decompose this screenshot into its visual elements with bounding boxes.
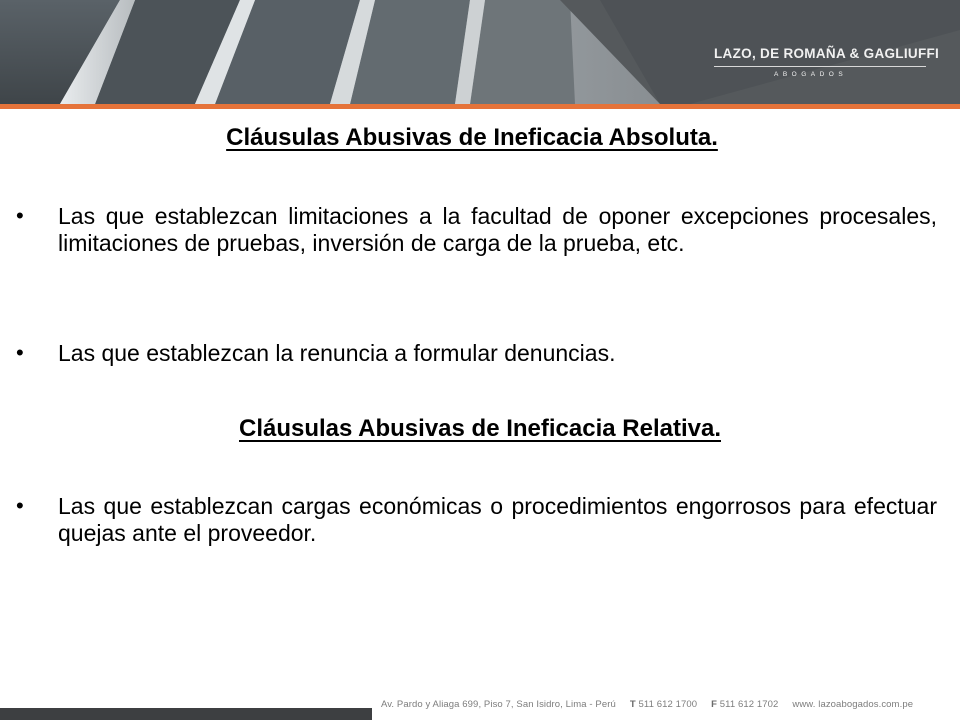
accent-bar	[0, 104, 960, 109]
bullet-icon: •	[16, 493, 24, 518]
fax-number: 511 612 1702	[719, 699, 779, 710]
footer-bar	[0, 708, 372, 720]
heading-absolute-ineffectiveness: Cláusulas Abusivas de Ineficacia Absoluta.	[226, 124, 718, 151]
company-name: LAZO, DE ROMAÑA & GAGLIUFFI	[714, 46, 940, 61]
company-tagline: ABOGADOS	[774, 71, 848, 78]
phone-label: T	[629, 699, 636, 710]
bullet-text: Las que establezcan cargas económicas o procedimientos engorrosos para efectuar quejas ante el proveedor.	[58, 493, 937, 546]
phone-number: 511 612 1700	[638, 699, 698, 710]
company-logo	[714, 46, 940, 78]
bullet-text: Las que establezcan limitaciones a la facultad de oponer excepciones procesales, limitaciones de pruebas, inversión de carga de la prueba, etc.	[58, 203, 937, 256]
fax-label: F	[711, 699, 718, 710]
bullet-text: Las que establezcan la renuncia a formular denuncias.	[58, 340, 616, 366]
website-link[interactable]: www. lazoabogados.com.pe	[792, 699, 914, 710]
heading-relative-ineffectiveness: Cláusulas Abusivas de Ineficacia Relativa.	[239, 415, 721, 442]
logo-divider	[714, 66, 926, 67]
bullet-icon: •	[16, 340, 24, 365]
bullet-icon: •	[16, 203, 24, 228]
header-banner	[0, 0, 960, 104]
footer-contact	[381, 699, 913, 710]
footer-address-text: Av. Pardo y Aliaga 699, Piso 7, San Isidro, Lima - Perú	[381, 699, 616, 710]
